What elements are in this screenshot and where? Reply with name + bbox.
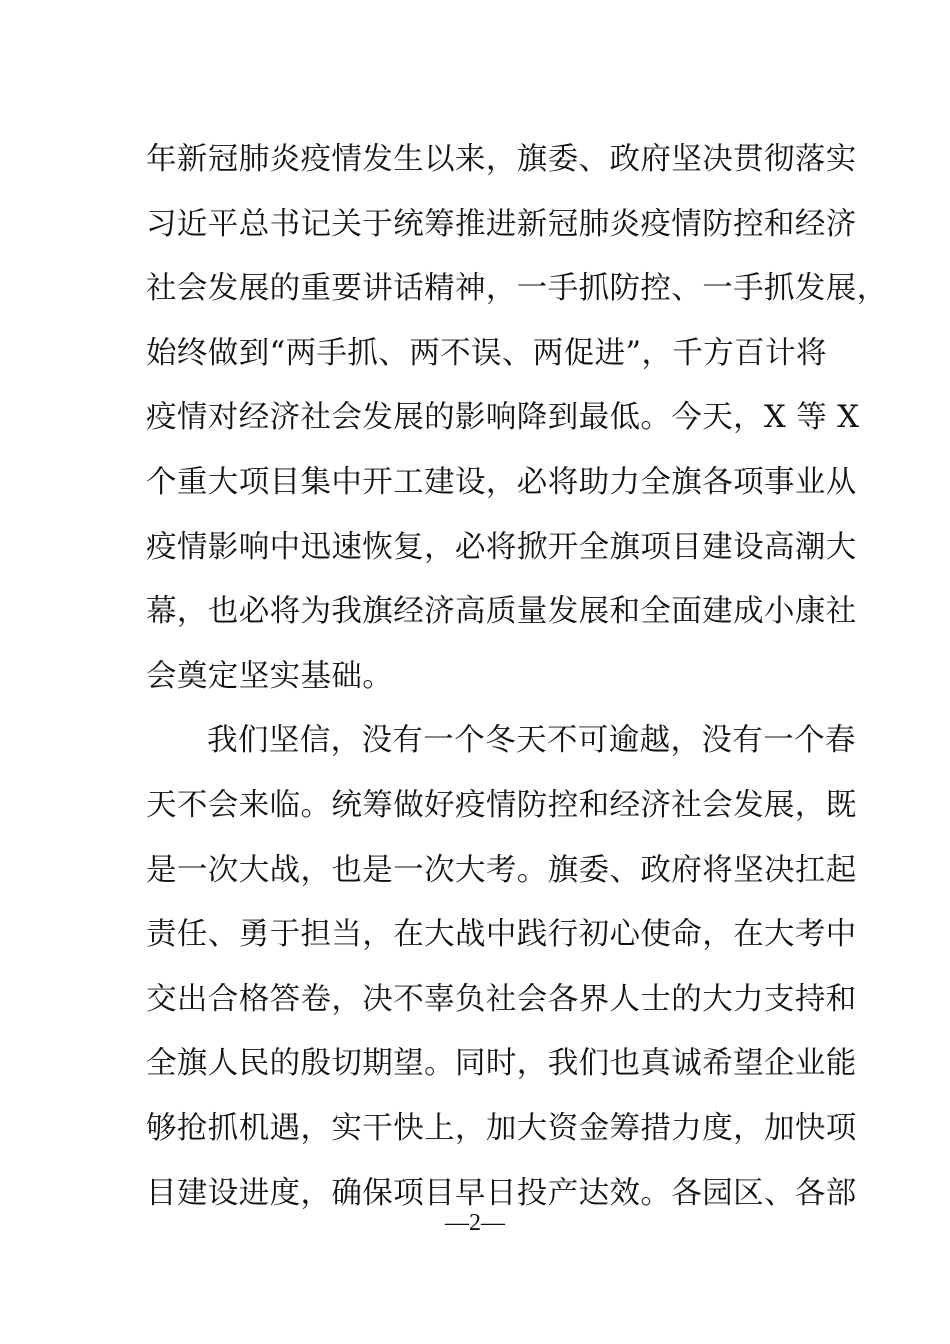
paragraph-2-line-4: 责任、勇于担当，在大战中践行初心使命，在大考中 (146, 917, 857, 953)
paragraph-1-line-8: 幕，也必将为我旗经济高质量发展和全面建成小康社 (146, 594, 857, 630)
paragraph-1-line-6: 个重大项目集中开工建设，必将助力全旗各项事业从 (146, 464, 857, 500)
paragraph-1-line-2: 习近平总书记关于统筹推进新冠肺炎疫情防控和经济 (146, 206, 857, 242)
paragraph-1-line-3: 社会发展的重要讲话精神，一手抓防控、一手抓发展， (146, 271, 888, 307)
paragraph-2-line-8: 目建设进度，确保项目早日投产达效。各园区、各部 (146, 1175, 857, 1211)
paragraph-1-line-7: 疫情影响中迅速恢复，必将掀开全旗项目建设高潮大 (146, 529, 857, 565)
paragraph-2-line-5: 交出合格答卷，决不辜负社会各界人士的大力支持和 (146, 981, 857, 1017)
paragraph-2-line-1: 我们坚信，没有一个冬天不可逾越，没有一个春 (207, 723, 856, 759)
paragraph-2-line-3: 是一次大战，也是一次大考。旗委、政府将坚决扛起 (146, 852, 857, 888)
paragraph-2-line-6: 全旗人民的殷切期望。同时，我们也真诚希望企业能 (146, 1046, 857, 1082)
paragraph-2-line-2: 天不会来临。统筹做好疫情防控和经济社会发展，既 (146, 787, 857, 823)
paragraph-2-line-7: 够抢抓机遇，实干快上，加大资金筹措力度，加快项 (146, 1110, 857, 1146)
paragraph-1-line-9: 会奠定坚实基础。 (146, 658, 394, 694)
paragraph-1-line-4: 始终做到“两手抓、两不误、两促进”，千方百计将 (146, 335, 827, 371)
page-number: —2— (445, 1210, 505, 1236)
paragraph-1-line-1: 年新冠肺炎疫情发生以来，旗委、政府坚决贯彻落实 (146, 142, 857, 177)
paragraph-1-line-5: 疫情对经济社会发展的影响降到最低。今天，X 等 X (146, 400, 860, 436)
body-text (146, 128, 888, 1226)
